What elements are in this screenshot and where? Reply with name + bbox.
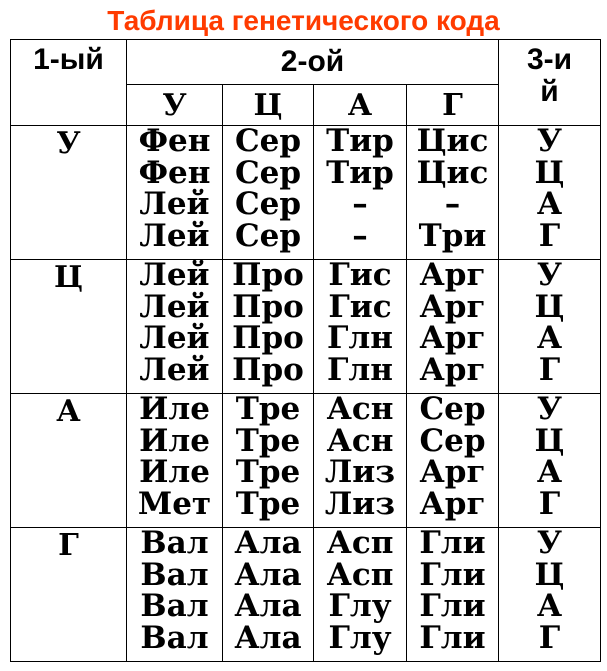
amino-acid-cell: [223, 391, 314, 528]
amino-acid: Фен: [138, 123, 211, 159]
first-base: Ц: [11, 260, 127, 394]
amino-acid-cell: [314, 391, 407, 528]
amino-acid: Глн: [327, 351, 393, 388]
amino-acid: Про: [232, 320, 304, 356]
amino-acid: Про: [232, 257, 304, 293]
amino-acid: Гис: [328, 257, 392, 293]
amino-acid: Асп: [326, 525, 394, 561]
amino-acid-cell: [407, 123, 499, 260]
amino-acid: Лей: [139, 257, 210, 293]
amino-acid: Лиз: [324, 485, 396, 522]
amino-acid-cell: [223, 257, 314, 394]
amino-acid: Арг: [419, 288, 486, 325]
amino-acid-cell: [223, 123, 314, 260]
third-base-cell: [499, 391, 601, 528]
page-title: Таблица генетического кода: [107, 5, 500, 36]
amino-acid: Сер: [419, 391, 486, 427]
table-row: [11, 394, 601, 528]
amino-acid: Асп: [326, 556, 394, 593]
amino-acid: Арг: [419, 320, 486, 356]
amino-acid: Арг: [419, 257, 486, 293]
third-base: А: [536, 320, 563, 356]
amino-acid: Про: [232, 351, 304, 388]
third-base: Г: [538, 351, 561, 388]
amino-acid: Гли: [419, 525, 486, 561]
amino-acid: Ала: [234, 525, 302, 561]
amino-acid: Лей: [139, 320, 210, 356]
amino-acid: –: [444, 186, 461, 222]
third-base: Г: [538, 485, 561, 522]
amino-acid: Гли: [419, 588, 486, 624]
first-base: Г: [11, 528, 127, 662]
third-base: У: [536, 525, 563, 561]
table-row: [11, 260, 601, 394]
third-base-cell: [499, 257, 601, 394]
amino-acid: Тир: [326, 154, 394, 191]
third-base: У: [536, 123, 563, 159]
amino-acid: Мет: [137, 485, 212, 522]
amino-acid-cell: [407, 257, 499, 394]
third-base: А: [536, 588, 563, 624]
amino-acid-cell: [127, 257, 223, 394]
second-base-a: А: [314, 85, 407, 126]
amino-acid: Сер: [419, 422, 486, 459]
third-base: У: [536, 391, 563, 427]
third-base: Ц: [534, 154, 565, 191]
amino-acid: Три: [418, 217, 487, 254]
amino-acid-cell: [223, 525, 314, 662]
amino-acid: Лей: [139, 351, 210, 388]
amino-acid: –: [352, 217, 368, 254]
third-base-cell: [499, 525, 601, 662]
amino-acid: Тир: [326, 123, 394, 159]
amino-acid: Арг: [419, 351, 486, 388]
first-base: А: [11, 394, 127, 528]
amino-acid: Тре: [235, 422, 301, 459]
second-base-c: Ц: [223, 85, 314, 126]
table-row: [11, 528, 601, 662]
amino-acid: Лей: [139, 217, 210, 254]
amino-acid: Тре: [235, 391, 301, 427]
amino-acid: Цис: [416, 123, 489, 159]
third-base: Г: [538, 217, 561, 254]
amino-acid: Глн: [327, 320, 393, 356]
header-third-label: 3-ий: [526, 43, 573, 108]
amino-acid: –: [352, 186, 368, 222]
header-second-position: 2-ой: [127, 40, 499, 85]
amino-acid-cell: [127, 391, 223, 528]
first-base: У: [11, 126, 127, 260]
amino-acid-cell: [314, 123, 407, 260]
amino-acid: Иле: [139, 454, 210, 490]
amino-acid: Гис: [328, 288, 392, 325]
second-base-u: У: [127, 85, 223, 126]
amino-acid-cell: [407, 391, 499, 528]
second-base-g: Г: [407, 85, 499, 126]
amino-acid: Ала: [234, 556, 302, 593]
amino-acid: Гли: [419, 619, 486, 656]
amino-acid: Сер: [234, 123, 302, 159]
amino-acid: Лей: [139, 186, 210, 222]
third-base: Ц: [534, 288, 565, 325]
third-base: Ц: [534, 422, 565, 459]
amino-acid: Арг: [419, 454, 486, 490]
third-base: А: [536, 454, 563, 490]
amino-acid: Вал: [140, 556, 209, 593]
amino-acid: Арг: [419, 485, 486, 522]
amino-acid: Про: [232, 288, 304, 325]
amino-acid: Лиз: [324, 454, 396, 490]
amino-acid: Сер: [234, 154, 302, 191]
third-base: А: [536, 186, 563, 222]
amino-acid-cell: [407, 525, 499, 662]
amino-acid: Фен: [138, 154, 211, 191]
amino-acid: Иле: [139, 422, 210, 459]
amino-acid: Глу: [328, 588, 392, 624]
third-base: Ц: [534, 556, 565, 593]
amino-acid: Вал: [140, 619, 209, 656]
third-base: Г: [538, 619, 561, 656]
genetic-code-table: [10, 39, 601, 662]
amino-acid: Иле: [139, 391, 210, 427]
amino-acid-cell: [127, 525, 223, 662]
amino-acid: Асн: [326, 422, 394, 459]
third-base-cell: [499, 123, 601, 260]
table-row: [11, 126, 601, 260]
header-third-position: [499, 40, 601, 126]
amino-acid: Ала: [234, 619, 302, 656]
amino-acid: Тре: [235, 485, 301, 522]
amino-acid: Глу: [328, 619, 392, 656]
amino-acid-cell: [314, 257, 407, 394]
amino-acid: Цис: [416, 154, 489, 191]
amino-acid: Вал: [140, 588, 209, 624]
amino-acid: Асн: [326, 391, 394, 427]
amino-acid: Гли: [419, 556, 486, 593]
third-base: У: [536, 257, 563, 293]
amino-acid: Сер: [234, 186, 302, 222]
amino-acid: Сер: [234, 217, 302, 254]
amino-acid: Тре: [235, 454, 301, 490]
amino-acid: Лей: [139, 288, 210, 325]
header-first-position: 1-ый: [11, 40, 127, 126]
amino-acid: Вал: [140, 525, 209, 561]
amino-acid: Ала: [234, 588, 302, 624]
amino-acid-cell: [127, 123, 223, 260]
amino-acid-cell: [314, 525, 407, 662]
